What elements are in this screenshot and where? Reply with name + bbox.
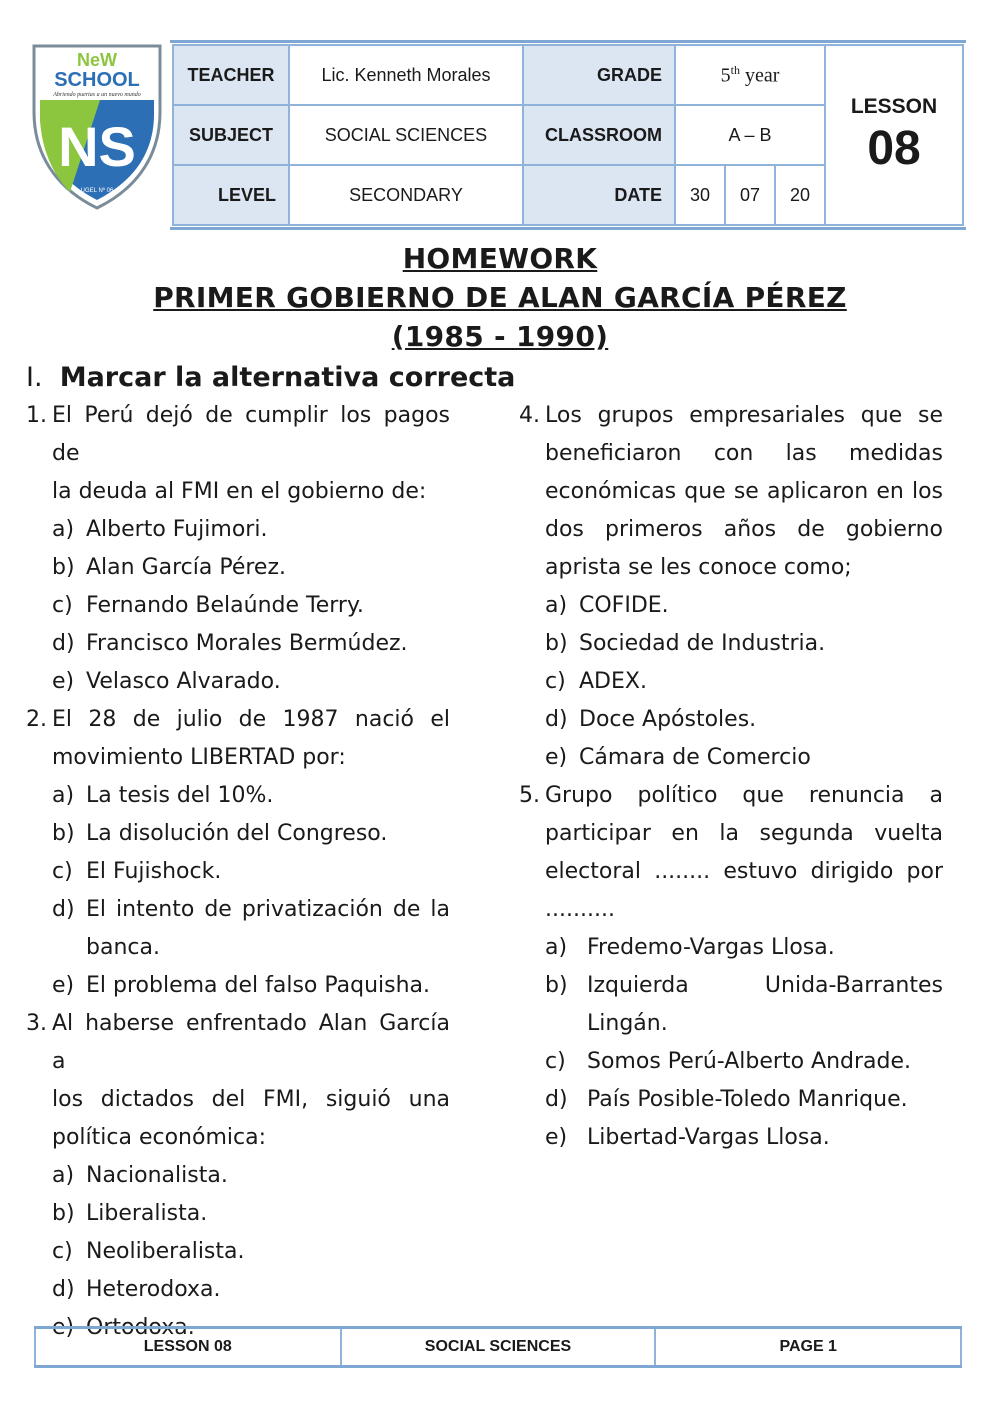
date-label: DATE (523, 165, 675, 225)
title-topic: PRIMER GOBIERNO DE ALAN GARCÍA PÉREZ (153, 281, 847, 314)
classroom-value: A – B (675, 105, 825, 165)
grade-label: GRADE (523, 45, 675, 105)
q3-option-c[interactable]: Neoliberalista. (86, 1239, 245, 1264)
logo-monogram: NS (58, 115, 136, 178)
question-1: 1. El Perú dejó de cumplir los pagos de la deuda al FMI en el gobierno de: (26, 403, 450, 504)
lesson-box (825, 45, 963, 225)
q3-option-b[interactable]: Liberalista. (86, 1201, 208, 1226)
q5-option-d[interactable]: País Posible-Toledo Manrique. (587, 1087, 908, 1112)
question-2: 2. El 28 de julio de 1987 nació el movimiento LIBERTAD por: (26, 707, 450, 770)
q2-option-b[interactable]: La disolución del Congreso. (86, 821, 388, 846)
school-logo (30, 42, 164, 210)
teacher-label: TEACHER (173, 45, 289, 105)
level-value: SECONDARY (289, 165, 523, 225)
q1-option-d[interactable]: Francisco Morales Bermúdez. (86, 631, 408, 656)
q4-option-e[interactable]: Cámara de Comercio (579, 745, 811, 770)
section-heading: I. Marcar la alternativa correcta (26, 362, 516, 393)
left-column: 1. El Perú dejó de cumplir los pagos de la deuda al FMI en el gobierno de: a) Alberto Fujimori. b) Alan García Pérez. c) Fernando Belaúnde Terry. d) Francisco Morales Bermúdez. e) Velasco Alvarado. 2. El 28 de julio de 1987 nació el movimiento LIBERTAD por: a) La tesis del 10%. b) La disolución del Congreso. c) El Fujishock. d) El intento de privatización de la banca. e) El problema del falso Paquisha. 3. Al haberse enfrentado Alan García a los dictados del FMI, siguió una política económica: a) Nacionalista. b) Liberalista. c) Neoliberalista. d) Heterodoxa. e) Ortodoxa. (26, 397, 450, 1347)
q4-option-c[interactable]: ADEX. (579, 669, 647, 694)
q3-option-e[interactable]: Ortodoxa. (86, 1315, 195, 1340)
date-day: 30 (675, 165, 725, 225)
question-5: 5. Grupo político que renuncia a participar en la segunda vuelta electoral ........ estuvo dirigido por .......... (519, 783, 943, 922)
grade-value: 5th year (675, 45, 825, 105)
subject-label: SUBJECT (173, 105, 289, 165)
q5-option-a[interactable]: Fredemo-Vargas Llosa. (587, 935, 835, 960)
lesson-number: 08 (867, 121, 921, 175)
q1-option-b[interactable]: Alan García Pérez. (86, 555, 287, 580)
title-homework: HOMEWORK (402, 242, 598, 275)
logo-ugel: UGEL Nº 06 (80, 188, 114, 194)
footer-lesson: LESSON 08 (35, 1329, 341, 1365)
q4-option-b[interactable]: Sociedad de Industria. (579, 631, 826, 656)
subject-value: SOCIAL SCIENCES (289, 105, 523, 165)
header-table (172, 44, 964, 226)
q2-option-e[interactable]: El problema del falso Paquisha. (86, 973, 431, 998)
question-4: 4. Los grupos empresariales que se beneficiaron con las medidas económicas que se aplicaron en los dos primeros años de gobierno aprista se les conoce como; (519, 403, 943, 580)
question-3: 3. Al haberse enfrentado Alan García a los dictados del FMI, siguió una política económica: (26, 1011, 450, 1150)
date-year: 20 (775, 165, 825, 225)
footer-subject: SOCIAL SCIENCES (341, 1329, 656, 1365)
q1-option-e[interactable]: Velasco Alvarado. (86, 669, 281, 694)
q2-option-a[interactable]: La tesis del 10%. (86, 783, 274, 808)
title-years: (1985 - 1990) (391, 320, 609, 353)
q3-option-a[interactable]: Nacionalista. (86, 1163, 228, 1188)
q2-option-c[interactable]: El Fujishock. (86, 859, 222, 884)
teacher-value: Lic. Kenneth Morales (289, 45, 523, 105)
q4-option-a[interactable]: COFIDE. (579, 593, 669, 618)
lesson-label: LESSON (850, 94, 938, 118)
q1-option-a[interactable]: Alberto Fujimori. (86, 517, 268, 542)
q1-option-c[interactable]: Fernando Belaúnde Terry. (86, 593, 364, 618)
q3-option-d[interactable]: Heterodoxa. (86, 1277, 221, 1302)
logo-tagline: Abriendo puertas a un nuevo mundo (53, 92, 141, 98)
q4-option-d[interactable]: Doce Apóstoles. (579, 707, 757, 732)
q5-option-b[interactable]: Izquierda Unida-Barrantes Lingán. (587, 973, 943, 1036)
date-month: 07 (725, 165, 775, 225)
q5-option-c[interactable]: Somos Perú-Alberto Andrade. (587, 1049, 911, 1074)
q5-option-e[interactable]: Libertad-Vargas Llosa. (587, 1125, 830, 1150)
right-column: 4. Los grupos empresariales que se beneficiaron con las medidas económicas que se aplicaron en los dos primeros años de gobierno aprista se les conoce como; a) COFIDE. b) Sociedad de Industria. c) ADEX. d) Doce Apóstoles. e) Cámara de Comercio 5. Grupo político que renuncia a participar en la segunda vuelta electoral ........ estuvo dirigido por .......... a) Fredemo-Vargas Llosa. b) Izquierda Unida-Barrantes Lingán. c) Somos Perú-Alberto Andrade. d) País Posible-Toledo Manrique. e) Libertad-Vargas Llosa. (519, 397, 943, 1157)
logo-brand: SCHOOL (54, 69, 140, 91)
logo-brand-top: NeW (77, 50, 117, 70)
classroom-label: CLASSROOM (523, 105, 675, 165)
footer-page: PAGE 1 (655, 1329, 961, 1365)
q2-option-d[interactable]: El intento de privatización de la banca. (86, 897, 450, 960)
page-footer (34, 1326, 962, 1368)
level-label: LEVEL (173, 165, 289, 225)
